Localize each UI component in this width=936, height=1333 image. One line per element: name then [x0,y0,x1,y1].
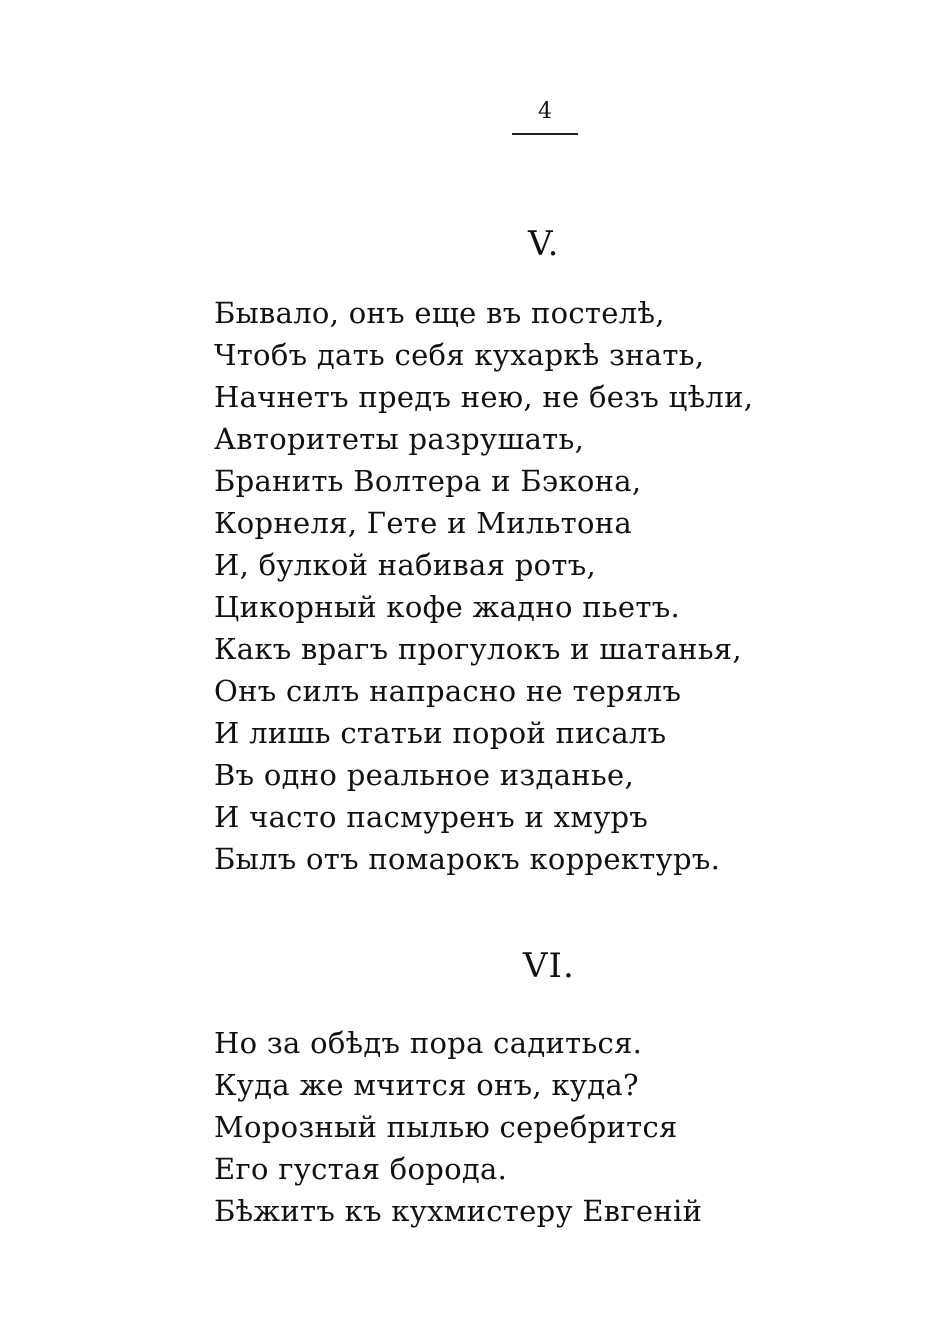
verse-line: Начнетъ предъ нею, не безъ цѣли, [214,380,754,414]
verse-line: Его густая борода. [214,1152,508,1186]
verse-line: Бранить Волтера и Бэкона, [214,464,642,498]
verse-line: Авторитеты разрушать, [214,422,585,456]
verse-line: Куда же мчится онъ, куда? [214,1068,639,1102]
page-number-rule [512,133,578,135]
stanza-heading-v: V. [528,224,560,264]
verse-line: Корнеля, Гете и Мильтона [214,506,632,540]
verse-line: Бѣжитъ къ кухмистеру Евгеній [214,1194,703,1228]
verse-line: Морозный пылью серебрится [214,1110,678,1144]
verse-line: И лишь статьи порой писалъ [214,716,667,750]
stanza-vi [214,1022,702,1232]
verse-line: Онъ силъ напрасно не терялъ [214,674,682,708]
page-number: 4 [538,99,552,124]
stanza-heading-vi: VI. [523,946,575,986]
verse-line: Цикорный кофе жадно пьетъ. [214,590,681,624]
verse-line: Въ одно реальное изданье, [214,758,634,792]
verse-line: Чтобъ дать себя кухаркѣ знать, [214,338,705,372]
verse-line: Какъ врагъ прогулокъ и шатанья, [214,632,742,666]
stanza-v [214,292,753,880]
verse-line: Бывало, онъ еще въ постелѣ, [214,296,665,330]
verse-line: И часто пасмуренъ и хмуръ [214,800,649,834]
verse-line: Но за обѣдъ пора садиться. [214,1026,643,1060]
verse-line: Былъ отъ помарокъ корректуръ. [214,842,721,876]
verse-line: И, булкой набивая ротъ, [214,548,596,582]
